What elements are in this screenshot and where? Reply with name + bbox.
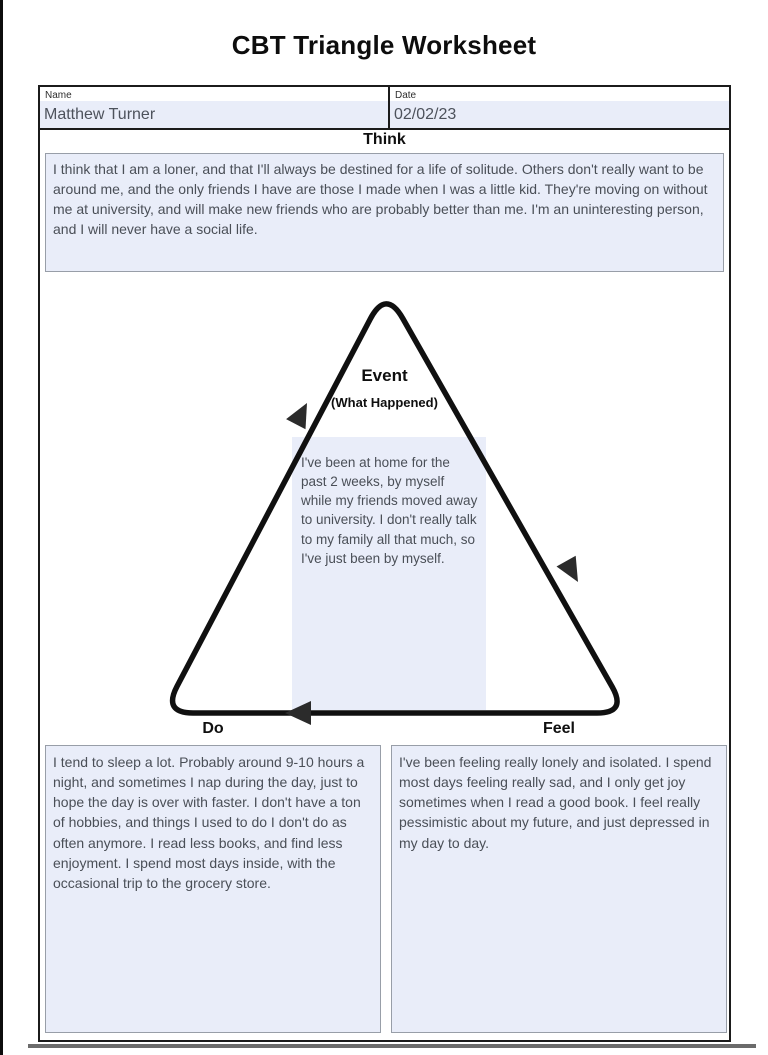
name-cell [40, 87, 390, 128]
think-field[interactable]: I think that I am a loner, and that I'll always be destined for a life of solitude. Others don't really want to be around me, and the only friends I have are those I made when I was a little kid. They're moving on without me at university, and will make new friends who are probably better than me. I'm an uninteresting person, and I will never have a social life. [45, 153, 724, 272]
date-label: Date [395, 90, 417, 101]
page-title: CBT Triangle Worksheet [231, 30, 537, 60]
feel-section-header: Feel [542, 720, 575, 737]
event-field[interactable]: I've been at home for the past 2 weeks, by myself while my friends moved away to university. I don't really talk to my family all that much, so I've just been by myself. [292, 437, 486, 710]
name-date-row [40, 87, 729, 130]
event-section-header: Event [361, 366, 408, 385]
page-bottom-shadow [28, 1044, 756, 1048]
name-field[interactable]: Matthew Turner [40, 101, 388, 128]
do-section-header: Do [202, 720, 224, 737]
worksheet-frame [38, 85, 731, 1042]
think-section-header: Think [363, 131, 406, 148]
worksheet-body [40, 87, 729, 1040]
arrow-think-to-feel-icon [557, 556, 579, 582]
event-section-subheader: (What Happened) [331, 395, 438, 410]
do-field[interactable]: I tend to sleep a lot. Probably around 9-10 hours a night, and sometimes I nap during the day, just to hope the day is over with faster. I don't have a ton of hobbies, and things I used to do I don't do as often anymore. I read less books, and find less enjoyment. I spend most days inside, with the occasional trip to the grocery store. [45, 745, 381, 1033]
screen-left-edge [0, 0, 3, 1055]
date-field[interactable]: 02/02/23 [390, 101, 729, 128]
name-label: Name [45, 90, 72, 101]
feel-field[interactable]: I've been feeling really lonely and isolated. I spend most days feeling really sad, and I only get joy sometimes when I read a good book. I feel really pessimistic about my future, and just depressed in my day to day. [391, 745, 727, 1033]
date-cell [390, 87, 729, 128]
